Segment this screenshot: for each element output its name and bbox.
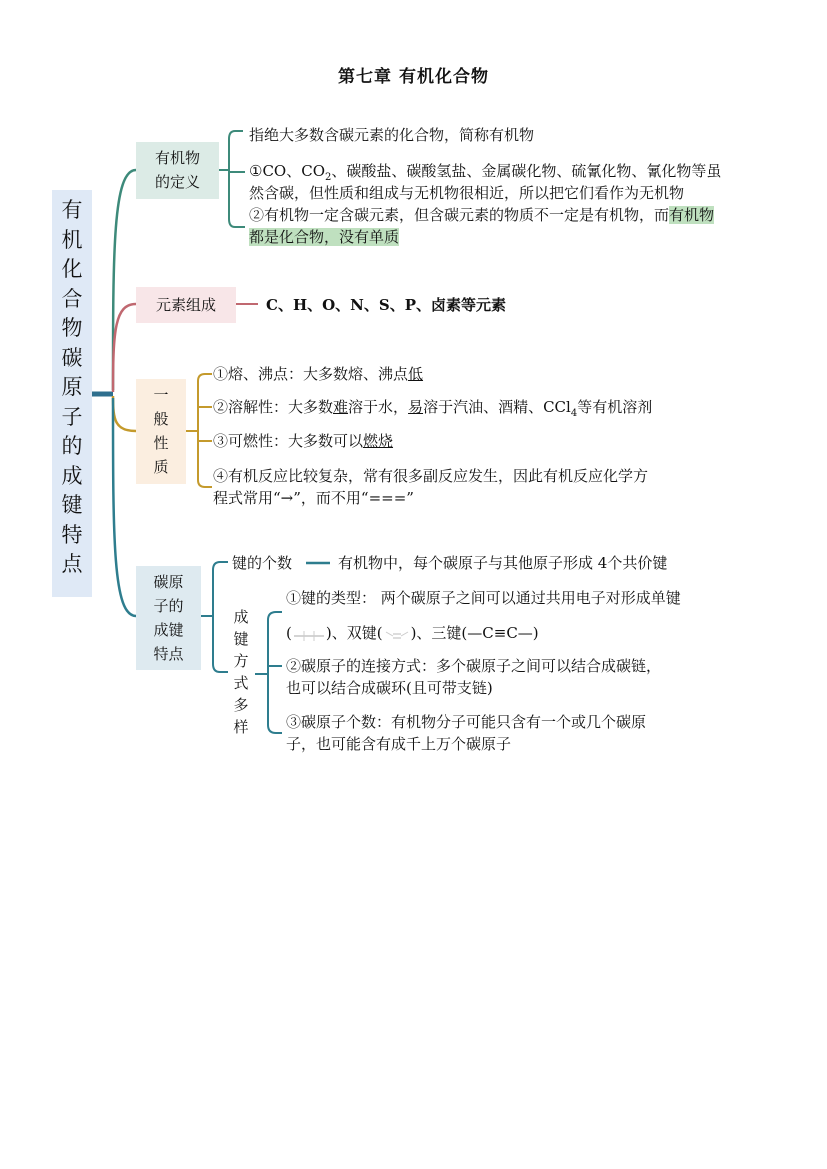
bonding-label-line: 成键 [153, 621, 184, 639]
root-label [52, 196, 92, 580]
property-item-2: ②溶解性：大多数难溶于水，易溶于汽油、酒精、CCl$_4$等有机溶剂 [213, 398, 653, 419]
variety-label-char: 键 [233, 630, 249, 648]
single-bond-icon [292, 627, 326, 641]
definition-item-2: ①CO、$CO_2$、碳酸盐、碳酸氢盐、金属碳化物、硫氰化物、氰化物等虽 [249, 162, 722, 183]
variety-item-1-line2: ( )、双键( )、三键(—C≡C—) [286, 624, 539, 642]
variety-item-3: ③碳原子个数：有机物分子可能只含有一个或几个碳原 [286, 713, 647, 731]
property-item-4: ④有机反应比较复杂，常有很多副反应发生，因此有机反应化学方 [213, 467, 649, 485]
property-item-3: ③可燃性：大多数可以燃烧 [213, 432, 394, 450]
bonding-label-line: 特点 [153, 645, 184, 663]
properties-node [136, 379, 186, 484]
bond-count-text: 有机物中，每个碳原子与其他原子形成 4个共价键 [338, 554, 668, 572]
properties-label-char: 质 [153, 458, 169, 476]
variety-item-2: ②碳原子的连接方式：多个碳原子之间可以结合成碳链， [286, 657, 662, 675]
root-label-text: 有机化合物碳原子的成键特点 [61, 198, 83, 576]
definition-label-2: 的定义 [154, 173, 200, 191]
properties-label-char: 般 [153, 410, 169, 428]
elements-node: 元素组成 [136, 287, 236, 323]
variety-item-2-line2: 也可以结合成碳环(且可带支链) [286, 679, 493, 697]
definition-item-2-line2: 然含碳，但性质和组成与无机物很相近，所以把它们看作为无机物 [249, 184, 685, 202]
double-bond-icon [383, 627, 411, 641]
variety-label-char: 多 [233, 696, 249, 714]
property-item-4-line2: 程式常用“→”，而不用“===” [213, 489, 414, 507]
bonding-label-line: 子的 [153, 597, 184, 615]
elements-text: C、H、O、N、S、P、卤素等元素 [266, 296, 507, 314]
definition-item-3-line2: 都是化合物，没有单质 [249, 228, 400, 246]
definition-node [136, 142, 219, 199]
definition-item-1: 指绝大多数含碳元素的化合物，简称有机物 [249, 126, 535, 144]
variety-item-3-line2: 子，也可能含有成千上万个碳原子 [286, 735, 512, 753]
bonding-node [136, 566, 201, 670]
properties-label-char: 性 [153, 434, 169, 452]
variety-item-1: ①键的类型： 两个碳原子之间可以通过共用电子对形成单键 [286, 589, 681, 607]
bonding-label-line: 碳原 [153, 573, 184, 591]
variety-label-char: 方 [233, 652, 249, 670]
properties-label-char: 一 [153, 386, 169, 404]
bond-count-label: 键的个数 [232, 554, 293, 572]
variety-label-char: 成 [233, 608, 249, 626]
property-item-1: ①熔、沸点：大多数熔、沸点低 [213, 365, 424, 383]
variety-label-char: 样 [233, 718, 249, 736]
definition-label-1: 有机物 [154, 149, 200, 167]
definition-item-3: ②有机物一定含碳元素，但含碳元素的物质不一定是有机物，而有机物 [249, 206, 715, 224]
bond-variety-label [229, 606, 253, 738]
variety-label-char: 式 [233, 674, 249, 692]
page-title: 第七章 有机化合物 [338, 67, 489, 87]
